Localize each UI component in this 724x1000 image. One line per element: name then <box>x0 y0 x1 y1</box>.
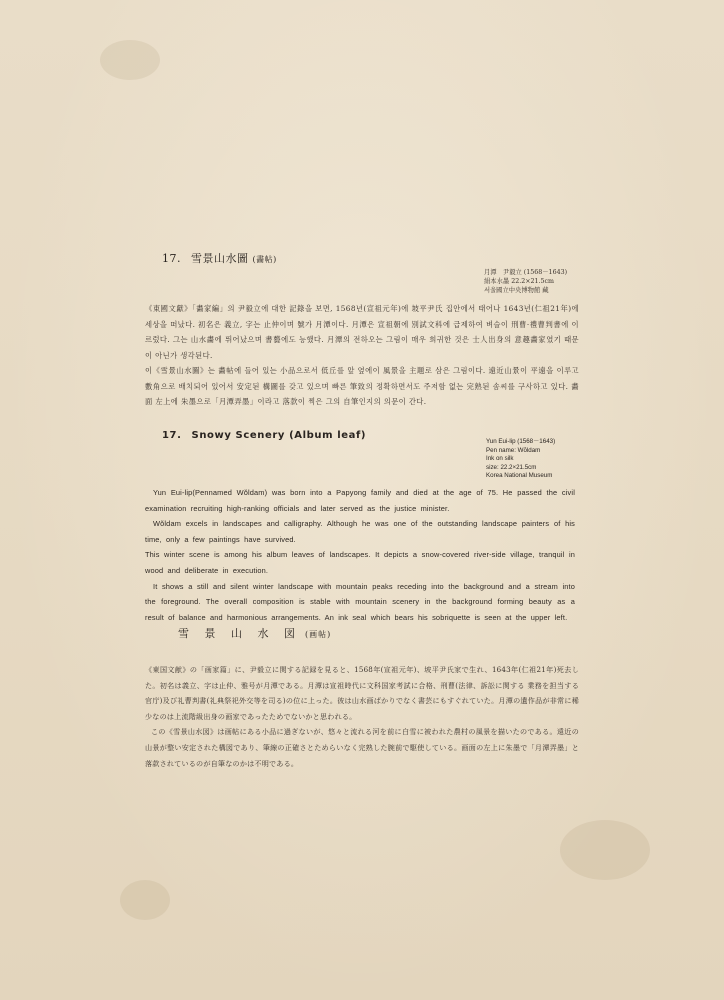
english-paragraph: Wŏldam excels in landscapes and calligraphy. Although he was one of the outstanding landscape painters of his time, only a few paintings have survived. <box>145 519 575 544</box>
paper-stain <box>100 40 160 80</box>
korean-meta <box>484 268 567 295</box>
korean-meta-line: 서울國立中央博物館 藏 <box>484 287 549 294</box>
english-heading-number: 17. <box>162 430 182 441</box>
paper-stain <box>120 880 170 920</box>
japanese-heading-subtitle: (画帖) <box>305 630 332 639</box>
english-meta-line: Yun Eui-lip (1568－1643) <box>486 438 556 445</box>
korean-paragraph: 이《雪景山水圖》는 畵帖에 들어 있는 小品으로서 低丘를 앞 옆에이 風景을 主題로 삼은 그림이다. 遠近山景이 平遠을 이루고 數角으로 배치되어 있어서 安定된 構圖를 갖고 있으며 빠른 筆致의 정확하면서도 주저함 없는 完熟된 솜씨를 구사하고 있다. 畵面 左上에 朱墨으로「月潭弄墨」이라고 落款이 찍은 그의 自筆인지의 의문이 간다. <box>145 366 579 406</box>
english-meta-line: Ink on silk <box>486 455 514 463</box>
korean-heading <box>162 250 277 266</box>
english-meta <box>486 438 555 481</box>
paper-stain <box>560 820 650 880</box>
japanese-body <box>145 662 579 771</box>
korean-meta-line: 月潭 尹毅立 (1568－1643) <box>484 269 568 276</box>
english-paragraph: It shows a still and silent winter landscape with mountain peaks receding into the background and a stream into the foreground. The overall composition is stable with mountain scenery in the background forming beauty as a result of balance and harmonious arrangements. An ink seal which bears his sobriquette is seen at the upper left. <box>145 581 575 622</box>
english-meta-line: size: 22.2×21.5cm <box>486 463 537 471</box>
english-paragraph: This winter scene is among his album leaves of landscapes. It depicts a snow-covered river-side village, tranquil in wood and deliberate in execution. <box>145 550 575 575</box>
japanese-heading-title: 雪 景 山 水 図 <box>178 627 301 640</box>
english-body <box>145 485 575 625</box>
korean-heading-subtitle: (畵帖) <box>252 255 277 264</box>
korean-meta-line: 絹本水墨 22.2×21.5cm <box>484 278 555 285</box>
japanese-paragraph: この《雪景山水図》は画帖にある小品に過ぎないが、悠々と流れる河を前に白雪に被われた農村の風景を描いたのである。遠近の山景が整い安定された構図であり、筆線の正確さとためらいなく完熟した腕前で駆使している。画面の左上に朱墨で「月潭弄墨」と落款されているのが自筆なのかは不明である。 <box>145 727 579 768</box>
japanese-paragraph: 《東国文献》の「画家篇」に、尹毅立に関する記録を見ると、1568年(宣祖元年)、坡平尹氏家で生れ、1643年(仁祖21年)死去した。初名は義立、字は止仲、雅号が月潭である。月潭は宣祖時代に文科国家考試に合格、刑曹(法律、訴訟に関する 業務を担当する官庁)及び礼曹判書(礼典祭祀外交等を司る)の位に上った。彼は山水画ばかりでなく書芸にもすぐれていた。月潭の遺作品が非常に稀少なのは上流階級出身の画家であったためでないかと思われる。 <box>145 665 579 721</box>
english-heading <box>162 430 366 441</box>
japanese-heading <box>178 625 331 641</box>
korean-body <box>145 301 579 410</box>
korean-heading-number: 17. <box>162 252 181 265</box>
korean-paragraph: 《東國文獻》「畵家編」의 尹毅立에 대한 記錄을 보면, 1568년(宣祖元年)에 坡平尹氏 집안에서 태어나 1643년(仁祖21年)에 세상을 떠났다. 初名은 義立, 字는 止仲이며 號가 月潭이다. 月潭은 宣祖朝에 別試文科에 급제하여 벼슬이 刑曹·禮曹判書에 이르렀다. 그는 山水畵에 뛰어났으며 書藝에도 능했다. 月潭의 전하오는 그림이 매우 희귀한 것은 士人出身의 意趣畵家였기 때문이 아닌가 생각된다. <box>145 304 579 360</box>
english-heading-title: Snowy Scenery (Album leaf) <box>191 430 367 441</box>
korean-heading-title: 雪景山水圖 <box>191 252 249 265</box>
english-paragraph: Yun Eui-lip(Pennamed Wŏldam) was born into a Papyong family and died at the age of 75. He passed the civil examination recruiting high-ranking officials and later served as the justice minister. <box>145 488 575 513</box>
english-meta-line: Korea National Museum <box>486 472 553 480</box>
english-meta-line: Pen name: Wŏldam <box>486 446 541 454</box>
